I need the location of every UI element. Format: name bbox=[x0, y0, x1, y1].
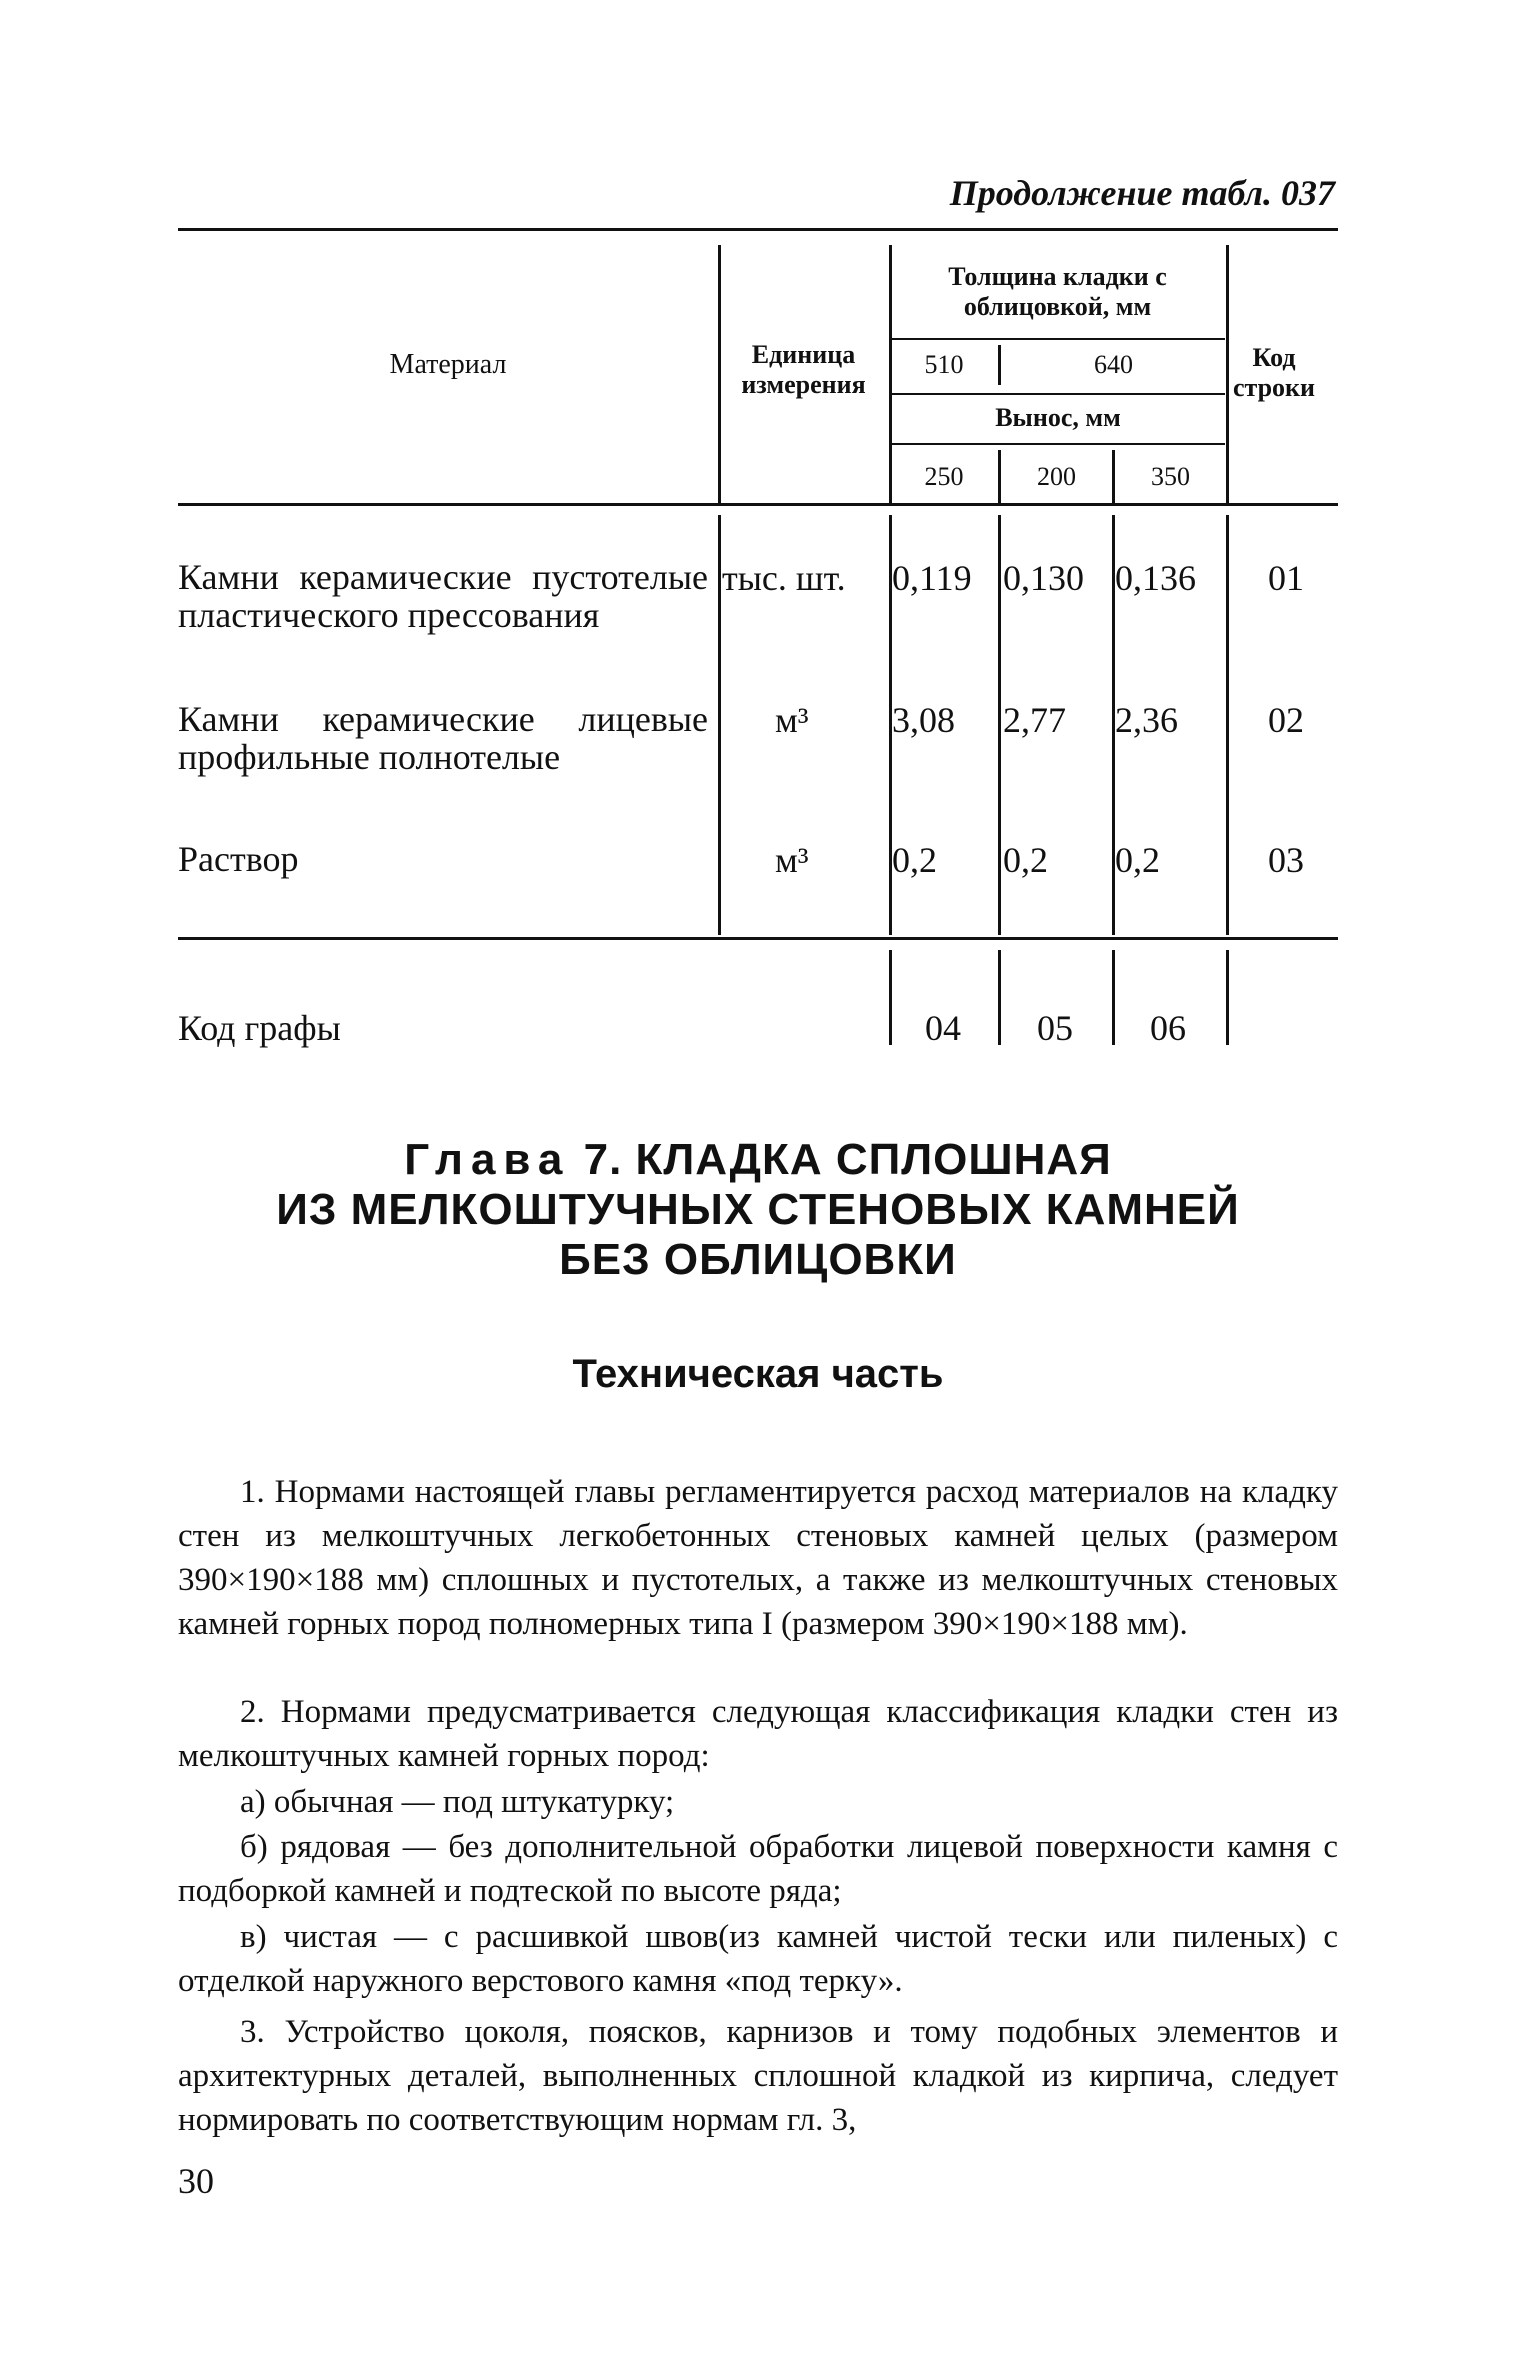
header-rule-510-640 bbox=[890, 338, 1225, 340]
code-vrule-3 bbox=[1112, 950, 1115, 1045]
chapter-word: Глава bbox=[404, 1135, 571, 1184]
row-1-value-2: 0,130 bbox=[1003, 558, 1084, 598]
row-3-value-2: 0,2 bbox=[1003, 840, 1048, 880]
header-250: 250 bbox=[924, 462, 964, 491]
code-vrule-1 bbox=[889, 950, 892, 1045]
header-rule-offset bbox=[890, 393, 1225, 395]
header-200: 200 bbox=[1037, 462, 1076, 491]
chapter-heading-line-3: БЕЗ ОБЛИЦОВКИ bbox=[559, 1235, 957, 1284]
paragraph-2: 2. Нормами предусматривается следующая классификация кладки стен из мелкоштучных камней горных пород: bbox=[178, 1694, 1338, 1774]
chapter-heading bbox=[178, 1135, 1338, 1285]
row-1-value-1: 0,119 bbox=[892, 558, 972, 598]
row-3-material: Раствор bbox=[178, 839, 299, 879]
row-2-unit: м³ bbox=[775, 700, 809, 740]
row-1-code: 01 bbox=[1268, 558, 1304, 598]
graph-code-05: 05 bbox=[1037, 1008, 1073, 1048]
header-thickness: Толщина кладки с облицовкой, мм bbox=[948, 262, 1167, 321]
chapter-heading-line-1 bbox=[178, 1135, 1338, 1185]
table-body-bottom-rule bbox=[178, 937, 1338, 940]
code-vrule-4 bbox=[1226, 950, 1229, 1045]
header-rule-offset-values bbox=[890, 443, 1225, 445]
header-bottom-rule bbox=[178, 503, 1338, 506]
row-1-unit: тыс. шт. bbox=[722, 558, 846, 598]
header-offset: Вынос, мм bbox=[995, 403, 1121, 432]
row-3-unit: м³ bbox=[775, 840, 809, 880]
header-row-code: Код строки bbox=[1232, 343, 1316, 402]
row-2-value-2: 2,77 bbox=[1003, 700, 1066, 740]
row-1-value-3: 0,136 bbox=[1115, 558, 1196, 598]
page-number: 30 bbox=[178, 2161, 214, 2201]
header-510: 510 bbox=[924, 350, 964, 379]
body-vrule-3 bbox=[998, 515, 1001, 935]
table-top-rule bbox=[178, 228, 1338, 231]
paragraph-2c: в) чистая — с расшивкой швов(из камней чистой тески или пиленых) с отделкой наружного верстового камня «под терку». bbox=[178, 1919, 1338, 1999]
graph-code-06: 06 bbox=[1150, 1008, 1186, 1048]
graph-code-label: Код графы bbox=[178, 1008, 341, 1048]
graph-code-04: 04 bbox=[925, 1008, 961, 1048]
code-vrule-2 bbox=[998, 950, 1001, 1045]
row-2-value-1: 3,08 bbox=[892, 700, 955, 740]
body-vrule-5 bbox=[1226, 515, 1229, 935]
row-2-material: Камни керамические лицевые профильные полнотелые bbox=[178, 699, 708, 777]
row-1-material: Камни керамические пустотелые пластического прессования bbox=[178, 557, 708, 635]
paragraph-1: 1. Нормами настоящей главы регламентируется расход материалов на кладку стен из мелкоштучных легкобетонных стеновых камней целых (размером 390×190×188 мм) сплошных и пустотелых, а также из мелкоштучных стеновых камней горных пород полномерных типа I (размером 390×190×188 мм). bbox=[178, 1474, 1338, 1642]
row-2-code: 02 bbox=[1268, 700, 1304, 740]
body-vrule-1 bbox=[718, 515, 721, 935]
chapter-heading-line-2: ИЗ МЕЛКОШТУЧНЫХ СТЕНОВЫХ КАМНЕЙ bbox=[276, 1185, 1240, 1234]
header-640: 640 bbox=[1094, 350, 1133, 379]
section-title: Техническая часть bbox=[572, 1352, 944, 1396]
header-material: Материал bbox=[389, 349, 507, 380]
row-3-value-3: 0,2 bbox=[1115, 840, 1160, 880]
header-unit: Единица измерения bbox=[741, 340, 866, 399]
chapter-title-start: 7. КЛАДКА СПЛОШНАЯ bbox=[583, 1135, 1112, 1184]
row-3-code: 03 bbox=[1268, 840, 1304, 880]
table-continuation-caption: Продолжение табл. 037 bbox=[949, 173, 1335, 213]
row-2-value-3: 2,36 bbox=[1115, 700, 1178, 740]
paragraph-2a: а) обычная — под штукатурку; bbox=[240, 1784, 675, 1820]
paragraph-3: 3. Устройство цоколя, поясков, карнизов и тому подобных элементов и архитектурных деталей, выполненных сплошной кладкой из кирпича, следует нормировать по соответствующим нормам гл. 3, bbox=[178, 2014, 1338, 2138]
paragraph-2b: б) рядовая — без дополнительной обработки лицевой поверхности камня с подборкой камней и подтеской по высоте ряда; bbox=[178, 1829, 1338, 1909]
row-3-value-1: 0,2 bbox=[892, 840, 937, 880]
header-350: 350 bbox=[1151, 462, 1190, 491]
